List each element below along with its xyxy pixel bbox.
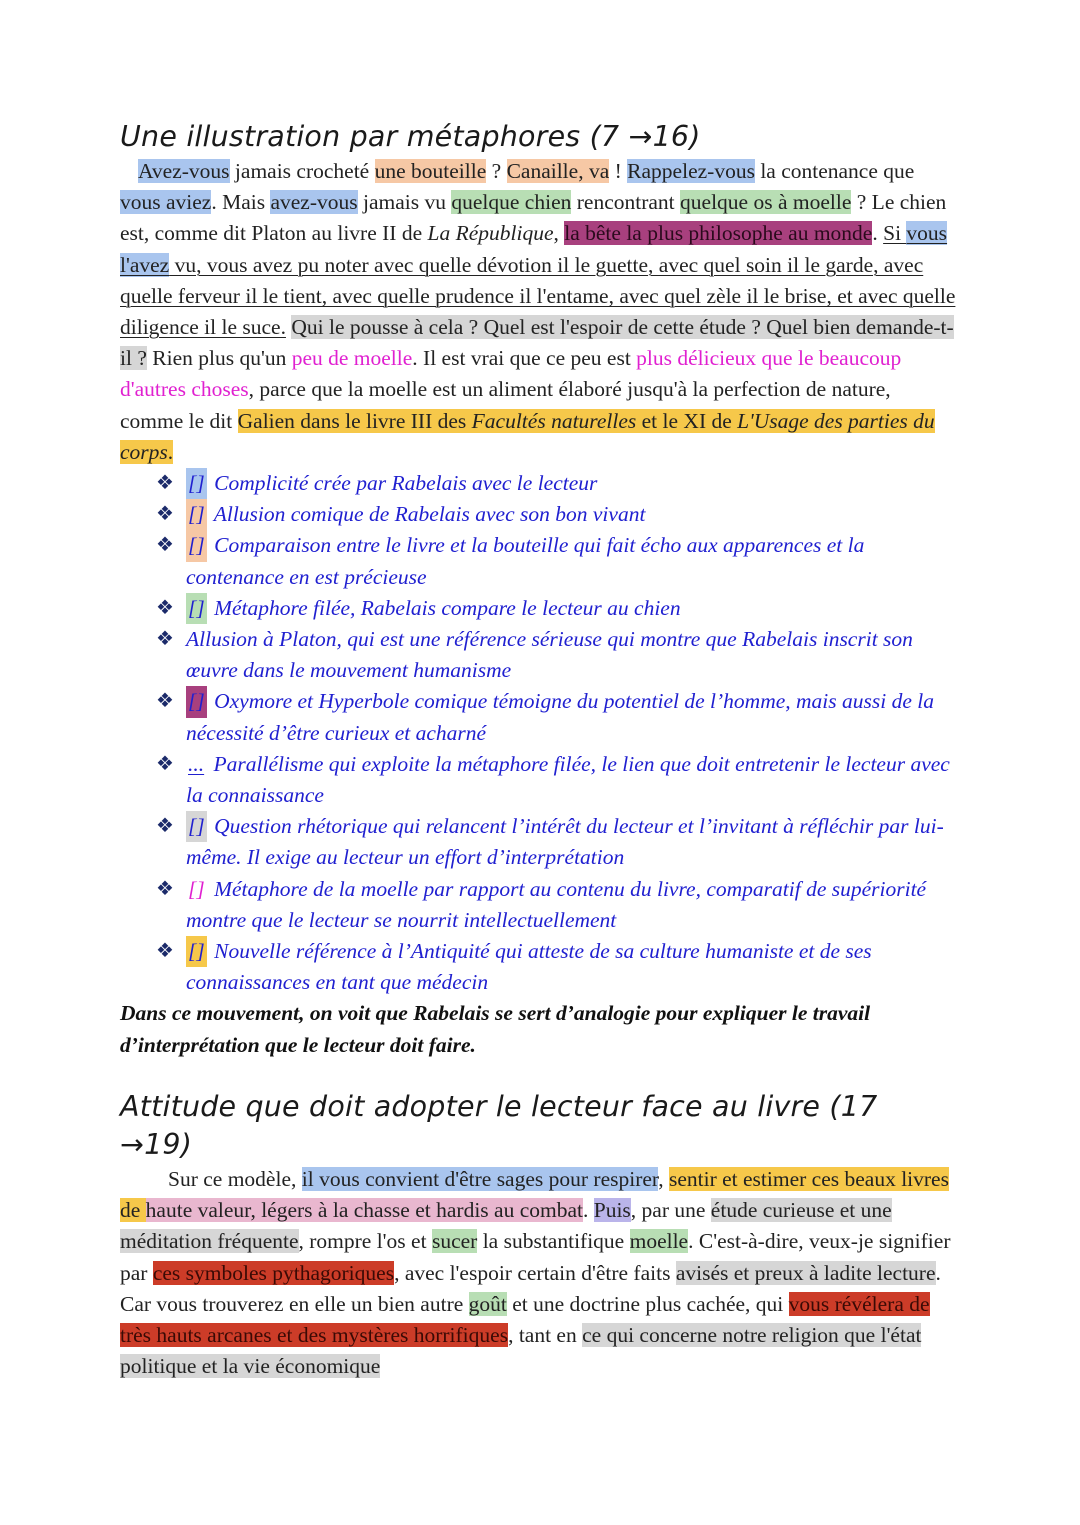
- diamond-bullet-icon: ❖: [156, 628, 174, 651]
- diamond-bullet-icon: ❖: [156, 940, 174, 963]
- diamond-bullet-icon: ❖: [156, 596, 174, 619]
- list-item: ❖ [] Allusion comique de Rabelais avec son bon vivant: [156, 499, 956, 530]
- section-metaphores: [120, 118, 956, 1061]
- diamond-bullet-icon: ❖: [156, 472, 174, 495]
- diamond-bullet-icon: ❖: [156, 503, 174, 526]
- diamond-bullet-icon: ❖: [156, 690, 174, 713]
- conclusion-text: Dans ce mouvement, on voit que Rabelais se sert d’analogie pour expliquer le travail d’interprétation que le lecteur doit faire.: [120, 1001, 871, 1057]
- analysis-notes-list: [120, 468, 956, 998]
- highlight-marker: []: [186, 530, 207, 561]
- list-item: ❖ [] Nouvelle référence à l’Antiquité qui atteste de sa culture humaniste et de ses connaissances en tant que médecin: [156, 936, 956, 998]
- list-item: ❖ Allusion à Platon, qui est une référence sérieuse qui montre que Rabelais inscrit son œuvre dans le mouvement humanisme: [156, 624, 956, 686]
- diamond-bullet-icon: ❖: [156, 877, 174, 900]
- diamond-bullet-icon: ❖: [156, 815, 174, 838]
- highlight-marker: []: [186, 936, 207, 967]
- highlight-marker: []: [186, 593, 207, 624]
- highlight-marker: []: [188, 876, 205, 901]
- text-paragraph: Sur ce modèle, il vous convient d'être sages pour respirer, sentir et estimer ces beaux livres de haute valeur, légers à la chasse et hardis au combat. Puis, par une étude curieuse et une méditation fréquente, rompre l'os et sucer la substantifique moelle. C'est-à-dire, veux-je signifier par ces symboles pythagoriques, avec l'espoir certain d'être faits avisés et preux à ladite lecture. Car vous trouverez en elle un bien autre goût et une doctrine plus cachée, qui vous révélera de très hauts arcanes et des mystères horrifiques, tant en ce qui concerne notre religion que l'état politique et la vie économique: [120, 1167, 951, 1379]
- diamond-bullet-icon: ❖: [156, 534, 174, 557]
- text-paragraph: Avez-vous jamais crocheté une bouteille ? Canaille, va ! Rappelez-vous la contenance que vous aviez. Mais avez-vous jamais vu quelque chien rencontrant quelque os à moelle ? Le chien est, comme dit Platon au livre II de La République, la bête la plus philosophe au monde. Si vous l'avez vu, vous avez pu noter avec quelle dévotion il le guette, avec quel soin il le garde, avec quelle ferveur il le tient, avec quelle prudence il l'entame, avec quel zèle il le brise, et avec quelle diligence il le suce. Qui le pousse à cela ? Quel est l'espoir de cette étude ? Quel bien demande-t-il ? Rien plus qu'un peu de moelle. Il est vrai que ce peu est plus délicieux que le beaucoup d'autres choses, parce que la moelle est un aliment élaboré jusqu'à la perfection de nature, comme le dit Galien dans le livre III des Facultés naturelles et le XI de L'Usage des parties du corps.: [120, 159, 956, 464]
- highlight-marker: []: [186, 468, 207, 499]
- list-item: ❖ [] Question rhétorique qui relancent l’intérêt du lecteur et l’invitant à réfléchir par lui-même. Il exige au lecteur un effort d’interprétation: [156, 811, 956, 873]
- section-heading: Attitude que doit adopter le lecteur face au livre (17 →19): [120, 1090, 878, 1161]
- underline-marker: ...: [188, 751, 205, 776]
- list-item: ❖ ... Parallélisme qui exploite la métaphore filée, le lien que doit entretenir le lecteur avec la connaissance: [156, 749, 956, 811]
- list-item: ❖ [] Métaphore filée, Rabelais compare le lecteur au chien: [156, 593, 956, 624]
- highlight-marker: []: [186, 686, 207, 717]
- section-heading: Une illustration par métaphores (7 →16): [120, 120, 701, 153]
- highlight-marker: []: [186, 499, 207, 530]
- highlight-marker: []: [186, 811, 207, 842]
- diamond-bullet-icon: ❖: [156, 752, 174, 775]
- list-item: ❖ [] Oxymore et Hyperbole comique témoigne du potentiel de l’homme, mais aussi de la nécessité d’être curieux et acharné: [156, 686, 956, 748]
- list-item: ❖ [] Métaphore de la moelle par rapport au contenu du livre, comparatif de supériorité montre que le lecteur se nourrit intellectuellement: [156, 874, 956, 936]
- section-attitude: [120, 1088, 956, 1382]
- list-item: ❖ [] Comparaison entre le livre et la bouteille qui fait écho aux apparences et la contenance en est précieuse: [156, 530, 956, 592]
- list-item: ❖ [] Complicité crée par Rabelais avec le lecteur: [156, 468, 956, 499]
